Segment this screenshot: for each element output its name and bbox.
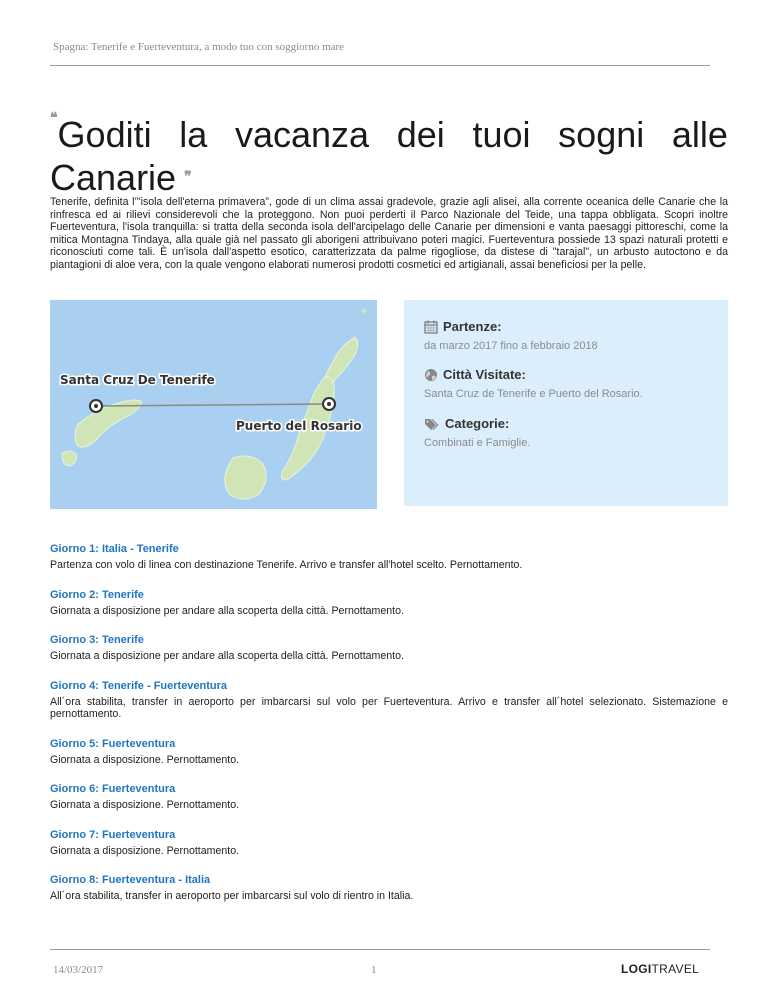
title-word: la xyxy=(179,114,208,155)
itinerary-day xyxy=(50,873,728,903)
title-line-1 xyxy=(50,110,728,156)
itinerary xyxy=(50,542,728,919)
page-title xyxy=(50,110,728,199)
itinerary-day xyxy=(50,782,728,812)
cities-title: Città Visitate: xyxy=(443,367,526,382)
day-title: Giorno 3: Tenerife xyxy=(50,634,144,646)
day-text: All´ora stabilita, transfer in aeroporto per imbarcarsi sul volo di rientro in Italia. xyxy=(50,890,414,902)
title-word: alle xyxy=(671,114,728,155)
day-text: Giornata a disposizione. Pernottamento. xyxy=(50,844,240,857)
day-title: Giorno 6: Fuerteventura xyxy=(50,783,176,795)
route-map xyxy=(50,300,377,509)
day-text: Partenza con volo di linea con destinazione Tenerife. Arrivo e transfer all'hotel scelto. Pernottamento. xyxy=(50,559,523,571)
itinerary-day xyxy=(50,588,728,618)
day-text: Giornata a disposizione. Pernottamento. xyxy=(50,753,240,766)
page-number: 1 xyxy=(371,964,377,976)
day-text: All´ora stabilita, transfer in aeroporto per imbarcarsi sul volo per Fuerteventura. Arrivo e transfer all´hotel selezionato. Sistemazione e pernottamento. xyxy=(50,695,728,720)
categories-text: Combinati e Famiglie. xyxy=(424,437,531,449)
itinerary-day xyxy=(50,633,728,663)
departures-block xyxy=(424,319,598,352)
cities-text: Santa Cruz de Tenerife e Puerto del Rosario. xyxy=(424,388,643,400)
day-title: Giorno 5: Fuerteventura xyxy=(50,737,176,750)
trip-info-panel xyxy=(404,300,728,506)
tags-icon xyxy=(424,417,440,431)
departures-text: da marzo 2017 fino a febbraio 2018 xyxy=(424,340,598,352)
day-text: Giornata a disposizione per andare alla scoperta della città. Pernottamento. xyxy=(50,650,404,662)
itinerary-day xyxy=(50,737,728,767)
map-label-origin: Santa Cruz De Tenerife xyxy=(60,373,215,387)
calendar-icon xyxy=(424,320,438,334)
day-title: Giorno 7: Fuerteventura xyxy=(50,828,176,841)
title-word: Canarie xyxy=(50,157,177,198)
close-quote-icon: ❞ xyxy=(184,169,192,185)
title-word: vacanza xyxy=(234,114,370,155)
intro-paragraph: Tenerife, definita l’"isola dell'eterna primavera”, gode di un clima assai gradevole, grazie agli alisei, alla corrente oceanica delle Canarie che la rinfresca ed ai rilievi considerevoli che la proteggono. Non puoi perderti il Parco Nazionale del Teide, una tappa obbligata. Scopri inoltre Fuerteventura, l'isola tranquilla: si tratta della seconda isola dell'arcipelago delle Canarie per dimensioni e vanta paesaggi pittoreschi, come la mitica Montagna Tindaya, alla quale già nel passato gli aborigeni attribuivano poteri magici. Fuerteventura possiede 13 spazi naturali protetti e riconosciuti come tali. È un'isola dall'aspetto esotico, caratterizzata da palme rigogliose, da distese di "tarajal", un arbusto autoctono e da piantagioni di aloe vera, con la quale vengono elaborati numerosi prodotti cosmetici ed artigianali, assai benefìciosi per la pelle. xyxy=(50,196,728,271)
day-title: Giorno 2: Tenerife xyxy=(50,588,144,601)
day-title: Giorno 4: Tenerife - Fuerteventura xyxy=(50,679,228,692)
day-title: Giorno 8: Fuerteventura - Italia xyxy=(50,874,211,886)
itinerary-day xyxy=(50,828,728,858)
day-title: Giorno 1: Italia - Tenerife xyxy=(50,543,179,555)
title-word: tuoi xyxy=(472,114,531,155)
open-quote-icon: ❝ xyxy=(50,110,58,126)
map-label-destination: Puerto del Rosario xyxy=(236,419,362,433)
day-text: Giornata a disposizione per andare alla scoperta della città. Pernottamento. xyxy=(50,604,404,617)
departures-title: Partenze: xyxy=(443,319,502,334)
title-word: sogni xyxy=(558,114,645,155)
title-word: Goditi xyxy=(57,114,152,155)
map-canvas xyxy=(50,300,377,509)
header-divider xyxy=(50,65,710,66)
itinerary-day xyxy=(50,679,728,721)
footer-date: 14/03/2017 xyxy=(53,964,104,976)
globe-icon xyxy=(424,368,438,382)
logo-bold-part: LOGI xyxy=(621,962,652,976)
day-text: Giornata a disposizione. Pernottamento. xyxy=(50,799,240,811)
cities-block xyxy=(424,367,643,400)
footer-divider xyxy=(50,949,710,950)
categories-block xyxy=(424,416,530,449)
page-header: Spagna: Tenerife e Fuerteventura, a modo tuo con soggiorno mare xyxy=(53,41,345,53)
itinerary-day xyxy=(50,542,728,572)
title-word: dei xyxy=(396,114,445,155)
logitravel-logo xyxy=(621,962,699,976)
logo-light-part: TRAVEL xyxy=(651,962,700,976)
categories-title: Categorie: xyxy=(445,416,510,431)
title-line-2 xyxy=(50,156,728,199)
